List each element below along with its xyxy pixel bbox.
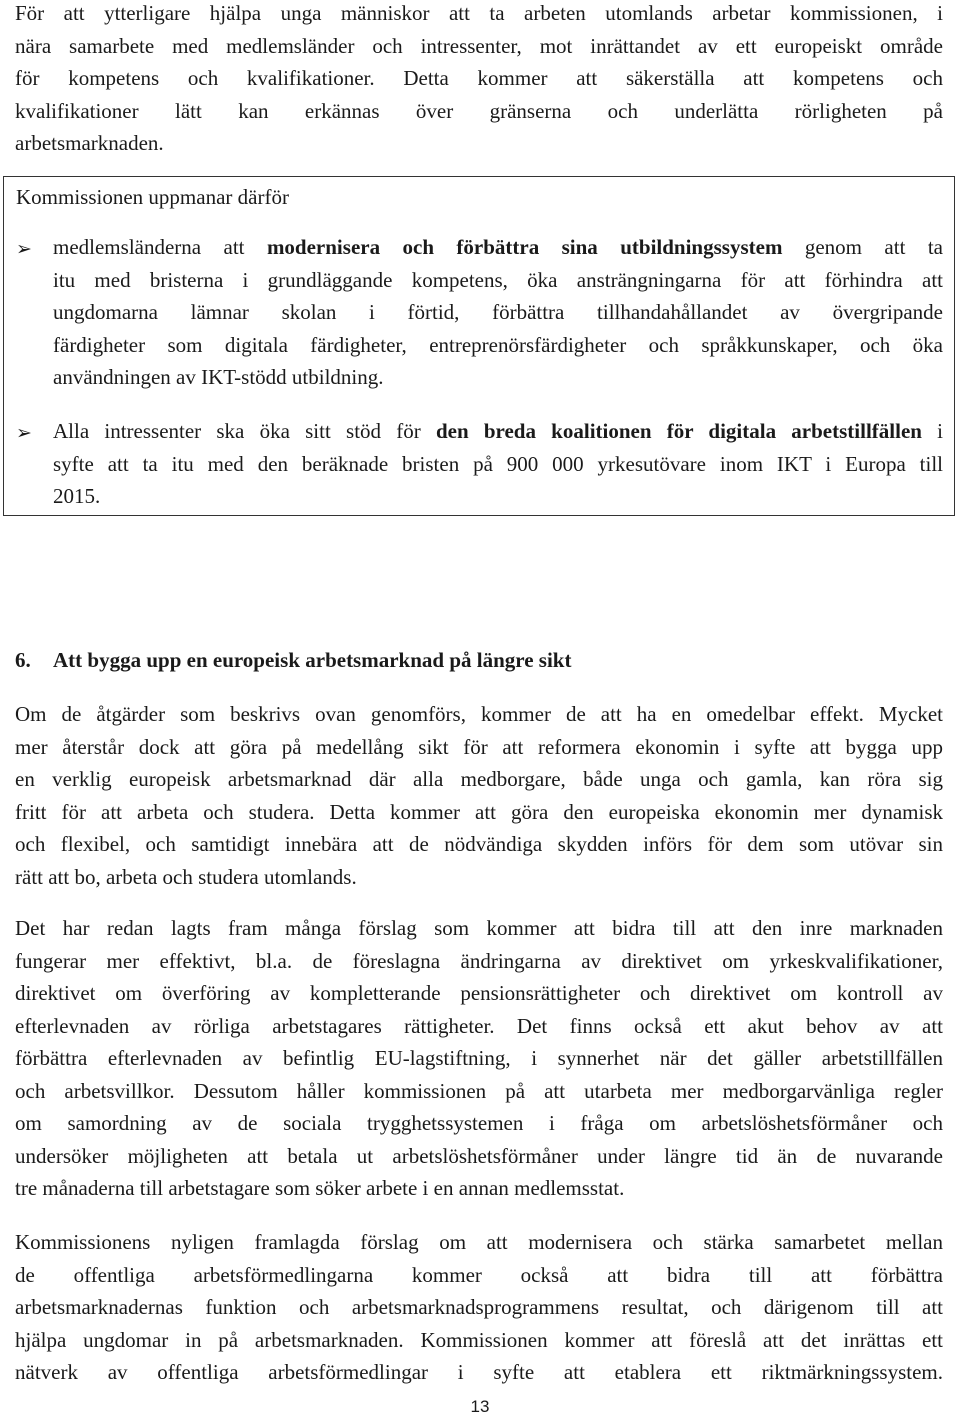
bullet-item-1 bbox=[53, 231, 943, 394]
text-line: För att ytterligare hjälpa unga människor att ta arbeten utomlands arbetar kommissionen, i bbox=[15, 1, 943, 25]
text-line: tre månaderna till arbetstagare som söker arbete i en annan medlemsstat. bbox=[15, 1176, 625, 1200]
bullet-2-text-start: Alla intressenter ska öka sitt stöd för bbox=[53, 419, 436, 443]
callout-title: Kommissionen uppmanar därför bbox=[16, 185, 289, 209]
text-line: ungdomarna lämnar skolan i förtid, förbättra tillhandahållandet av övergripande bbox=[53, 300, 943, 324]
text-line: fungerar mer effektivt, bl.a. de föreslagna ändringarna av direktivet om yrkeskvalifikationer, bbox=[15, 948, 943, 973]
text-line: direktivet om överföring av kompletterande pensionsrättigheter och direktivet om kontroll av bbox=[15, 981, 943, 1005]
text-line: kvalifikationer lätt kan erkännas över gränserna och underlätta rörligheten på bbox=[15, 98, 943, 123]
body-paragraph-1 bbox=[15, 698, 943, 893]
text-line: efterlevnaden av rörliga arbetstagares rättigheter. Det finns också ett akut behov av att bbox=[15, 1013, 943, 1038]
text-line: hjälpa ungdomar in på arbetsmarknaden. Kommissionen kommer att föreslå att det inrättas ett bbox=[15, 1327, 943, 1352]
text-line: färdigheter som digitala färdigheter, entreprenörsfärdigheter och språkkunskaper, och öka bbox=[53, 332, 943, 357]
text-line: nätverk av offentliga arbetsförmedlingar i syfte att etablera ett riktmärkningssystem. bbox=[15, 1360, 943, 1384]
text-line: Det har redan lagts fram många förslag som kommer att bidra till att den inre marknaden bbox=[15, 916, 943, 940]
text-line: förbättra efterlevnaden av befintlig EU-lagstiftning, i synnerhet när det gäller arbetstillfällen bbox=[15, 1046, 943, 1070]
bullet-1-emphasis: modernisera och förbättra sina utbildningssystem bbox=[266, 235, 783, 259]
callout-box bbox=[3, 176, 955, 516]
text-line bbox=[53, 231, 943, 264]
text-line: om samordning av de sociala trygghetssystemen i fråga om arbetslöshetsförmåner och bbox=[15, 1111, 943, 1135]
intro-paragraph bbox=[15, 0, 943, 160]
text-line: arbetsmarknadernas funktion och arbetsmarknadsprogrammens resultat, och därigenom till att bbox=[15, 1295, 943, 1319]
text-line: 2015. bbox=[53, 484, 101, 508]
text-line: itu med bristerna i grundläggande kompetens, öka ansträngningarna för att förhindra att bbox=[53, 267, 943, 292]
text-line: en verklig europeisk arbetsmarknad där alla medborgare, både unga och gamla, kan röra sig bbox=[15, 767, 943, 791]
bullet-2-emphasis: den breda koalitionen för digitala arbetstillfällen bbox=[435, 419, 922, 443]
text-line: mer återstår dock att göra på medellång sikt för att reformera ekonomin i syfte att bygga upp bbox=[15, 734, 943, 759]
arrow-bullet-icon: ➢ bbox=[16, 423, 32, 444]
text-line: arbetsmarknaden. bbox=[15, 131, 164, 155]
section-number: 6. bbox=[15, 648, 31, 672]
body-paragraph-3 bbox=[15, 1226, 943, 1389]
text-line: rätt att bo, arbeta och studera utomlands. bbox=[15, 864, 357, 889]
text-line: fritt för att arbeta och studera. Detta kommer att göra den europeiska ekonomin mer dynamisk bbox=[15, 799, 943, 824]
text-line: de offentliga arbetsförmedlingarna kommer också att bidra till att förbättra bbox=[15, 1262, 943, 1287]
bullet-1-text-start: medlemsländerna att bbox=[53, 235, 267, 259]
bullet-2-text-end: i bbox=[921, 419, 943, 443]
text-line: Kommissionens nyligen framlagda förslag om att modernisera och stärka samarbetet mellan bbox=[15, 1230, 943, 1254]
bullet-1-text-end: genom att ta bbox=[782, 235, 943, 259]
text-line: för kompetens och kvalifikationer. Detta kommer att säkerställa att kompetens och bbox=[15, 66, 943, 90]
text-line: nära samarbete med medlemsländer och intressenter, mot inrättandet av ett europeiskt område bbox=[15, 33, 943, 58]
text-line: undersöker möjligheten att betala ut arbetslöshetsförmåner under längre tid än de nuvarande bbox=[15, 1143, 943, 1168]
bullet-item-2 bbox=[53, 415, 943, 513]
body-paragraph-2 bbox=[15, 912, 943, 1205]
text-line: användningen av IKT-stödd utbildning. bbox=[53, 365, 384, 389]
page-number: 13 bbox=[470, 1397, 490, 1416]
text-line: och flexibel, och samtidigt innebära att de nödvändiga skydden införs för dem som utövar sin bbox=[15, 832, 943, 856]
text-line: Om de åtgärder som beskrivs ovan genomförs, kommer de att ha en omedelbar effekt. Mycket bbox=[15, 702, 943, 726]
text-line: syfte att ta itu med den beräknade bristen på 900 000 yrkesutövare inom IKT i Europa till bbox=[53, 451, 943, 476]
arrow-bullet-icon: ➢ bbox=[16, 239, 32, 260]
text-line bbox=[53, 415, 943, 448]
section-heading bbox=[15, 644, 571, 677]
text-line: och arbetsvillkor. Dessutom håller kommissionen på att utarbeta mer medborgarvänliga regler bbox=[15, 1078, 943, 1103]
section-title: Att bygga upp en europeisk arbetsmarknad på längre sikt bbox=[53, 648, 572, 672]
